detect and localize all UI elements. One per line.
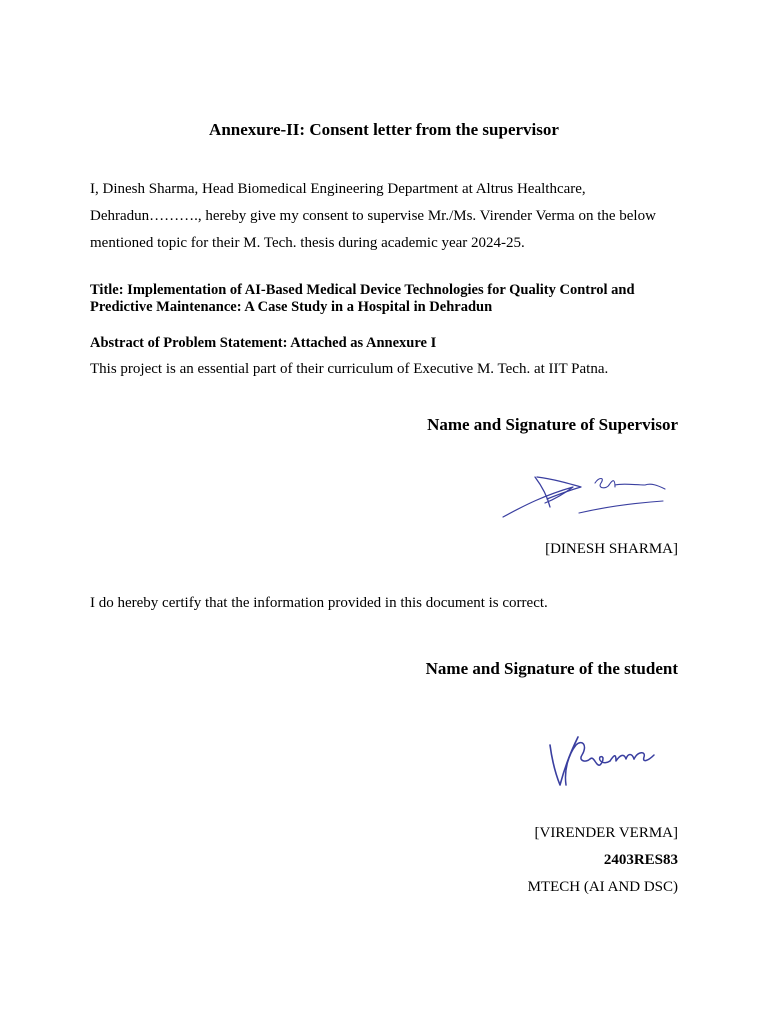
student-roll-number: 2403RES83 [603,852,678,868]
certification-statement: I do hereby certify that the information provided in this document is correct. [90,595,548,611]
student-program: MTECH (AI AND DSC) [527,879,678,895]
supervisor-name: [DINESH SHARMA] [545,541,678,557]
curriculum-statement: This project is an essential part of their curriculum of Executive M. Tech. at IIT Patna. [90,361,609,377]
consent-line-1: I, Dinesh Sharma, Head Biomedical Engineering Department at Altrus Healthcare, [90,181,586,197]
page-heading: Annexure-II: Consent letter from the supervisor [209,120,559,139]
thesis-title: Title: Implementation of AI-Based Medical Device Technologies for Quality Control and Predictive Maintenance: A Case Study in a Hospital in Dehradun [90,282,635,315]
abstract-statement: Abstract of Problem Statement: Attached as Annexure I [90,335,437,351]
student-signature-heading: Name and Signature of the student [425,659,678,678]
consent-line-2: Dehradun………., hereby give my consent to supervise Mr./Ms. Virender Verma on the below [90,208,656,224]
supervisor-signature-image [495,455,680,530]
student-name: [VIRENDER VERMA] [534,825,678,841]
consent-line-3: mentioned topic for their M. Tech. thesis during academic year 2024-25. [90,235,525,251]
student-signature-image [530,715,670,800]
supervisor-signature-heading: Name and Signature of Supervisor [427,415,678,434]
